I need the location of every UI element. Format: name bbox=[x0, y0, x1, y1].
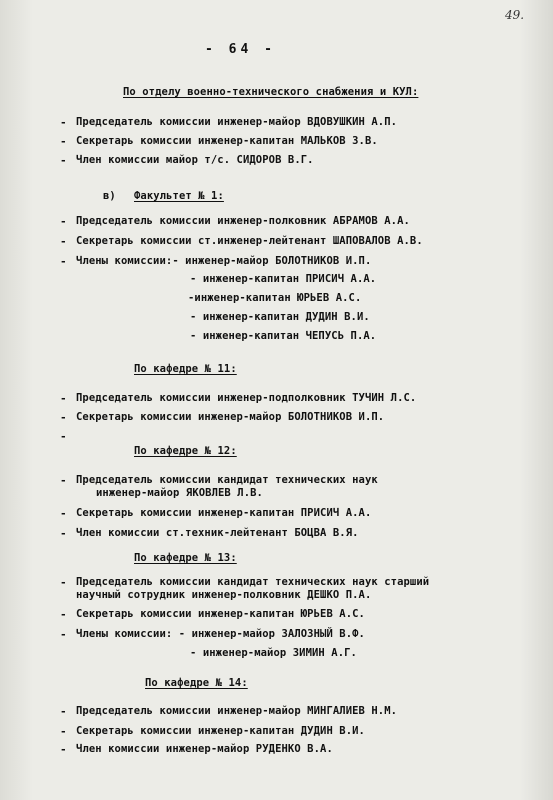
k14-line: Председатель комиссии инженер-майор МИНГАЛИЕВ Н.М. bbox=[76, 705, 398, 717]
bullet: - bbox=[60, 725, 67, 738]
dept-line: Член комиссии майор т/с. СИДОРОВ В.Г. bbox=[76, 154, 314, 166]
faculty-line: Члены комиссии:- инженер-майор БОЛОТНИКОВ И.П. bbox=[76, 255, 372, 267]
k12-header: По кафедре № 12: bbox=[134, 445, 237, 457]
bullet: - bbox=[60, 116, 67, 129]
bullet: - bbox=[60, 135, 67, 148]
bullet: - bbox=[60, 608, 67, 621]
k13-header: По кафедре № 13: bbox=[134, 552, 237, 564]
k14-line: Секретарь комиссии инженер-капитан ДУДИН В.И. bbox=[76, 725, 365, 737]
faculty-header: Факультет № 1: bbox=[134, 190, 224, 202]
dept-line: Секретарь комиссии инженер-капитан МАЛЬКОВ З.В. bbox=[76, 135, 378, 147]
bullet: - bbox=[60, 255, 67, 268]
bullet: - bbox=[60, 411, 67, 424]
k11-header: По кафедре № 11: bbox=[134, 363, 237, 375]
k12-line: инженер-майор ЯКОВЛЕВ Л.В. bbox=[96, 487, 263, 499]
faculty-line: Секретарь комиссии ст.инженер-лейтенант ШАПОВАЛОВ А.В. bbox=[76, 235, 423, 247]
faculty-line: - инженер-капитан ЧЕПУСЬ П.А. bbox=[190, 330, 377, 342]
k12-line: Член комиссии ст.техник-лейтенант БОЦВА В.Я. bbox=[76, 527, 359, 539]
bullet: - bbox=[60, 576, 67, 589]
k13-line: Секретарь комиссии инженер-капитан ЮРЬЕВ А.С. bbox=[76, 608, 365, 620]
bullet: - bbox=[60, 430, 67, 443]
bullet: - bbox=[60, 215, 67, 228]
dept-header: По отделу военно-технического снабжения и КУЛ: bbox=[123, 86, 419, 98]
k13-line: - инженер-майор ЗИМИН А.Г. bbox=[190, 647, 357, 659]
k12-line: Председатель комиссии кандидат технических наук bbox=[76, 474, 378, 486]
k14-line: Член комиссии инженер-майор РУДЕНКО В.А. bbox=[76, 743, 333, 755]
k13-line: Председатель комиссии кандидат технических наук старший bbox=[76, 576, 430, 588]
bullet: - bbox=[60, 705, 67, 718]
k12-line: Секретарь комиссии инженер-капитан ПРИСИЧ А.А. bbox=[76, 507, 372, 519]
bullet: - bbox=[60, 628, 67, 641]
k13-line: научный сотрудник инженер-полковник ДЕШКО П.А. bbox=[76, 589, 372, 601]
faculty-line: - инженер-капитан ПРИСИЧ А.А. bbox=[190, 273, 377, 285]
k13-line: Члены комиссии: - инженер-майор ЗАЛОЗНЫЙ В.Ф. bbox=[76, 628, 365, 640]
bullet: - bbox=[60, 154, 67, 167]
k14-header: По кафедре № 14: bbox=[145, 677, 248, 689]
bullet: - bbox=[60, 743, 67, 756]
bullet: - bbox=[60, 474, 67, 487]
faculty-line: -инженер-капитан ЮРЬЕВ А.С. bbox=[188, 292, 362, 304]
bullet: - bbox=[60, 527, 67, 540]
k11-line: Секретарь комиссии инженер-майор БОЛОТНИКОВ И.П. bbox=[76, 411, 385, 423]
faculty-line: - инженер-капитан ДУДИН В.И. bbox=[190, 311, 370, 323]
faculty-line: Председатель комиссии инженер-полковник АБРАМОВ А.А. bbox=[76, 215, 410, 227]
faculty-prefix: в) bbox=[103, 190, 116, 202]
k11-line: Председатель комиссии инженер-подполковник ТУЧИН Л.С. bbox=[76, 392, 417, 404]
bullet: - bbox=[60, 235, 67, 248]
bullet: - bbox=[60, 507, 67, 520]
page-stamp: 49. bbox=[505, 8, 525, 22]
dept-line: Председатель комиссии инженер-майор ВДОВУШКИН А.П. bbox=[76, 116, 398, 128]
page-number: - 64 - bbox=[205, 42, 276, 57]
bullet: - bbox=[60, 392, 67, 405]
